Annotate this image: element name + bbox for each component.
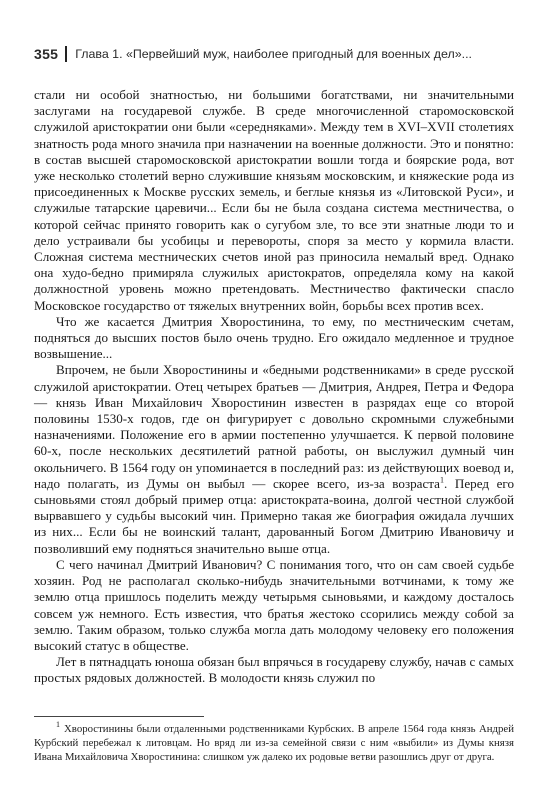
paragraph-4: С чего начинал Дмитрий Иванович? С понимания того, что он сам своей судьбе хозяин. Род не располагал сколько-нибудь значительными вотчинами, к тому же землю отца пришлось поделить между четырьмя сыновьями, и каждому досталось совсем уж немного. Есть известия, что братья жестоко ссорились между собой за землю. Таким образом, только служба могла дать молодому человеку его положения высокий статус в обществе. <box>34 556 514 653</box>
footnote-number: 1 <box>56 720 60 730</box>
paragraph-5: Лет в пятнадцать юноша обязан был впрячься в государеву службу, начав с самых простых рядовых должностей. В молодости князь служил по <box>34 654 514 686</box>
header-separator <box>65 46 67 62</box>
paragraph-3-part-2: . Перед его сыновьями стоял добрый пример отца: аристократа-воина, долгой честной службой вырвавшего у судьбы высокий чин. Примерно такая же биография ожидала лучших из них... Если бы не воинский талант, дарованный Богом Дмитрию Ивановичу и позволивший ему подняться значительно выше отца. <box>34 475 515 556</box>
footnote-text: Хворостинины были отдаленными родственниками Курбских. В апреле 1564 года князь Андрей Курбский перебежал к литовцам. Но вряд ли из-за семейной связи с ним «выбили» из Думы князя Ивана Михайловича Хворостинина: слишком уж далеко их родовые ветви разошлись друг от друга. <box>34 723 514 764</box>
page-number: 355 <box>34 46 59 62</box>
footnote-divider <box>34 716 204 717</box>
footnote-reference[interactable]: 1 <box>440 475 444 485</box>
footnote <box>34 722 514 765</box>
running-header <box>34 44 514 64</box>
paragraph-3 <box>34 362 514 556</box>
chapter-title: Глава 1. «Первейший муж, наиболее пригодный для военных дел»... <box>75 47 472 61</box>
paragraph-1: стали ни особой знатностью, ни большими богатствами, ни значительными заслугами на государевой службе. В среде многочисленной старомосковской служилой аристократии они были «середняками». Между тем в XVI–XVII столетиях знатность рода много значила при назначении на военные должности. Это и понятно: в состав высшей старомосковской аристократии вошли тогда и боярские рода, вот уже несколько столетий верно служившие князьям московским, и княжеские рода из присоединенных к Москве русских земель, и беглые князья из «Литовской Руси», и служилые татарские царевичи... Если бы не была создана система местничества, о которой сейчас принято говорить как о сугубом зле, то все эти знатные люди то и дело устраивали бы усобицы и перевороты, споря за место у кормила власти. Сложная система местнических счетов иной раз приносила немалый вред. Однако она худо-бедно примиряла служилых аристократов, определяла кому на какой должностной уровень можно претендовать. Местничество фактически спасло Московское государство от тяжелых внутренних войн, борьбы всех против всех. <box>34 87 514 313</box>
paragraph-3-part-1: Впрочем, не были Хворостинины и «бедными родственниками» в среде русской служилой аристократии. Отец четырех братьев — Дмитрия, Андрея, Петра и Федора — князь Иван Михайлович Хворостинин известен в разрядах еще со второй половины 1530-х годов, где он фигурирует с довольно скромными служебными назначениями. Положение его в армии постепенно улучшается. К первой половине 60-х, после нескольких десятилетий ратной работы, он выслужил думный чин окольничего. В 1564 году он упоминается в последний раз: из действующих воевод и, надо полагать, из Думы он выбыл — скорее всего, из-за возраста <box>34 362 514 491</box>
paragraph-2: Что же касается Дмитрия Хворостинина, то ему, по местническим счетам, подняться до высших постов было очень трудно. Его ожидало медленное и трудное возвышение... <box>34 313 514 362</box>
footnote-body <box>34 722 514 765</box>
main-text <box>34 87 514 687</box>
